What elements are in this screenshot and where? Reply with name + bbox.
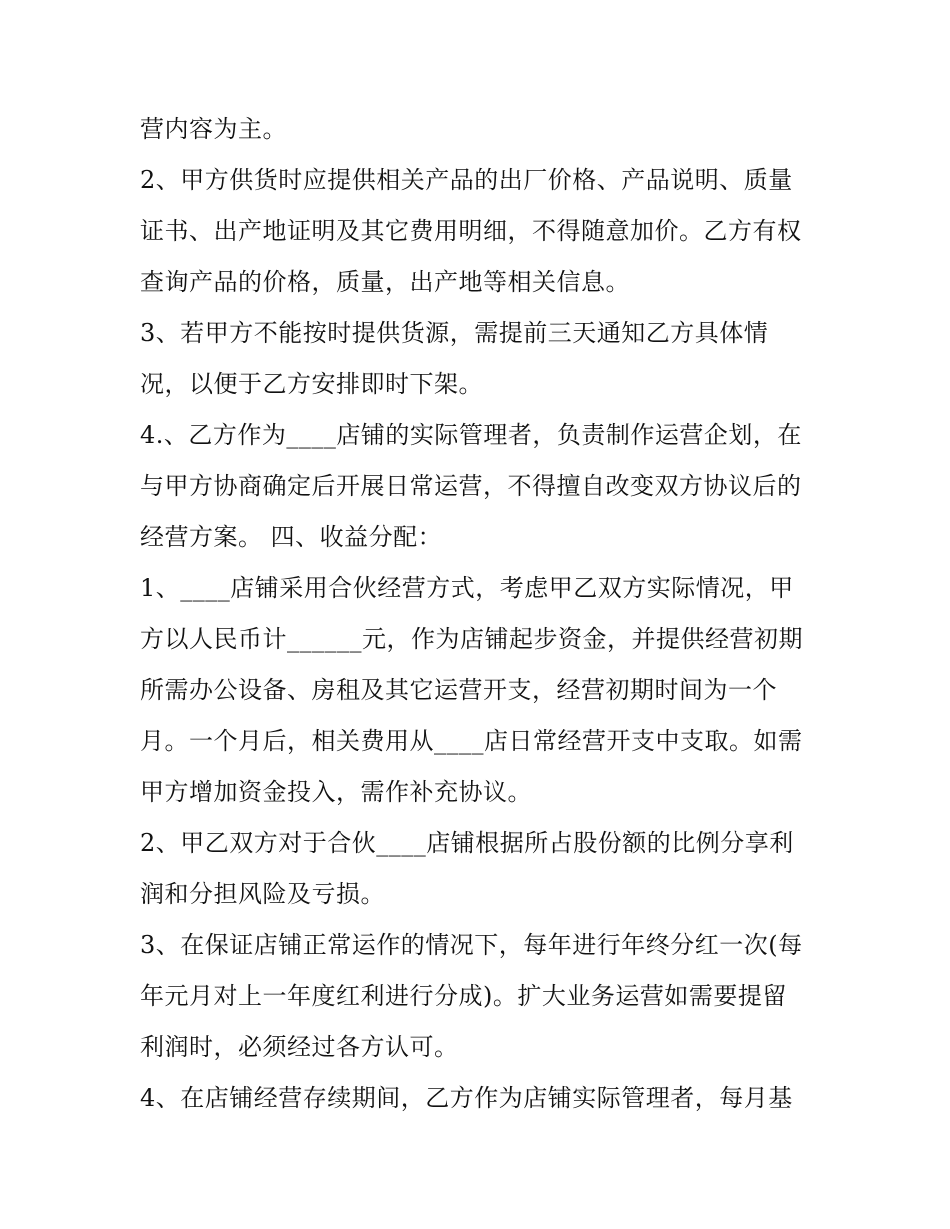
text-line: 查询产品的价格，质量，出产地等相关信息。 [140,268,630,296]
text-line: 甲方增加资金投入，需作补充协议。 [140,778,532,806]
text-line: 1、____店铺采用合伙经营方式，考虑甲乙双方实际情况，甲 [140,574,794,602]
text-line: 与甲方协商确定后开展日常运营，不得擅自改变双方协议后的 [140,472,802,500]
text-line: 利润时，必须经过各方认可。 [140,1033,459,1061]
text-line: 4、在店铺经营存续期间，乙方作为店铺实际管理者，每月基 [140,1084,793,1112]
text-line: 4.、乙方作为____店铺的实际管理者，负责制作运营企划，在 [140,421,802,449]
text-line: 况，以便于乙方安排即时下架。 [140,370,483,398]
text-line: 月。一个月后，相关费用从____店日常经营开支中支取。如需 [140,727,803,755]
text-line: 润和分担风险及亏损。 [140,880,385,908]
text-line: 证书、出产地证明及其它费用明细，不得随意加价。乙方有权 [140,217,802,245]
text-line: 方以人民币计______元，作为店铺起步资金，并提供经营初期 [140,625,803,653]
text-line: 所需办公设备、房租及其它运营开支，经营初期时间为一个 [140,676,777,704]
text-line: 经营方案。 四、收益分配： [140,523,443,551]
text-line: 2、甲乙双方对于合伙____店铺根据所占股份额的比例分享利 [140,829,794,857]
document-body [140,104,820,1124]
text-line: 年元月对上一年度红利进行分成)。扩大业务运营如需要提留 [140,982,787,1010]
text-line: 3、若甲方不能按时提供货源，需提前三天通知乙方具体情 [140,319,769,347]
text-line: 3、在保证店铺正常运作的情况下，每年进行年终分红一次(每 [140,931,803,959]
text-line: 2、甲方供货时应提供相关产品的出厂价格、产品说明、质量 [140,166,793,194]
text-line: 营内容为主。 [140,115,287,143]
